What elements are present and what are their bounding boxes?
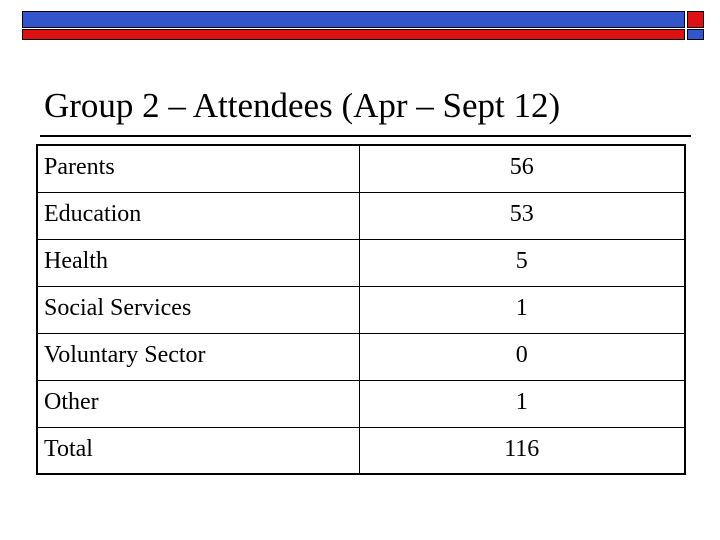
- row-label: Parents: [37, 145, 359, 192]
- total-label: Total: [37, 427, 359, 474]
- row-value: 56: [359, 145, 685, 192]
- table-row: [37, 286, 685, 333]
- row-value: 0: [359, 333, 685, 380]
- table-row: [37, 239, 685, 286]
- corner-red-square: [687, 11, 704, 28]
- table-row: [37, 333, 685, 380]
- row-label: Education: [37, 192, 359, 239]
- row-label: Voluntary Sector: [37, 333, 359, 380]
- row-value: 5: [359, 239, 685, 286]
- row-label: Social Services: [37, 286, 359, 333]
- title-underline: [40, 135, 691, 137]
- slide-title: Group 2 – Attendees (Apr – Sept 12): [44, 86, 561, 125]
- row-value: 53: [359, 192, 685, 239]
- corner-blue-square: [687, 29, 704, 40]
- top-red-bar: [22, 29, 685, 40]
- table-row-total: [37, 427, 685, 474]
- row-label: Other: [37, 380, 359, 427]
- row-value: 1: [359, 380, 685, 427]
- top-blue-bar: [22, 11, 685, 28]
- table-row: [37, 380, 685, 427]
- attendees-table: [36, 144, 686, 475]
- table-row: [37, 192, 685, 239]
- table-row: [37, 145, 685, 192]
- total-value: 116: [359, 427, 685, 474]
- row-value: 1: [359, 286, 685, 333]
- row-label: Health: [37, 239, 359, 286]
